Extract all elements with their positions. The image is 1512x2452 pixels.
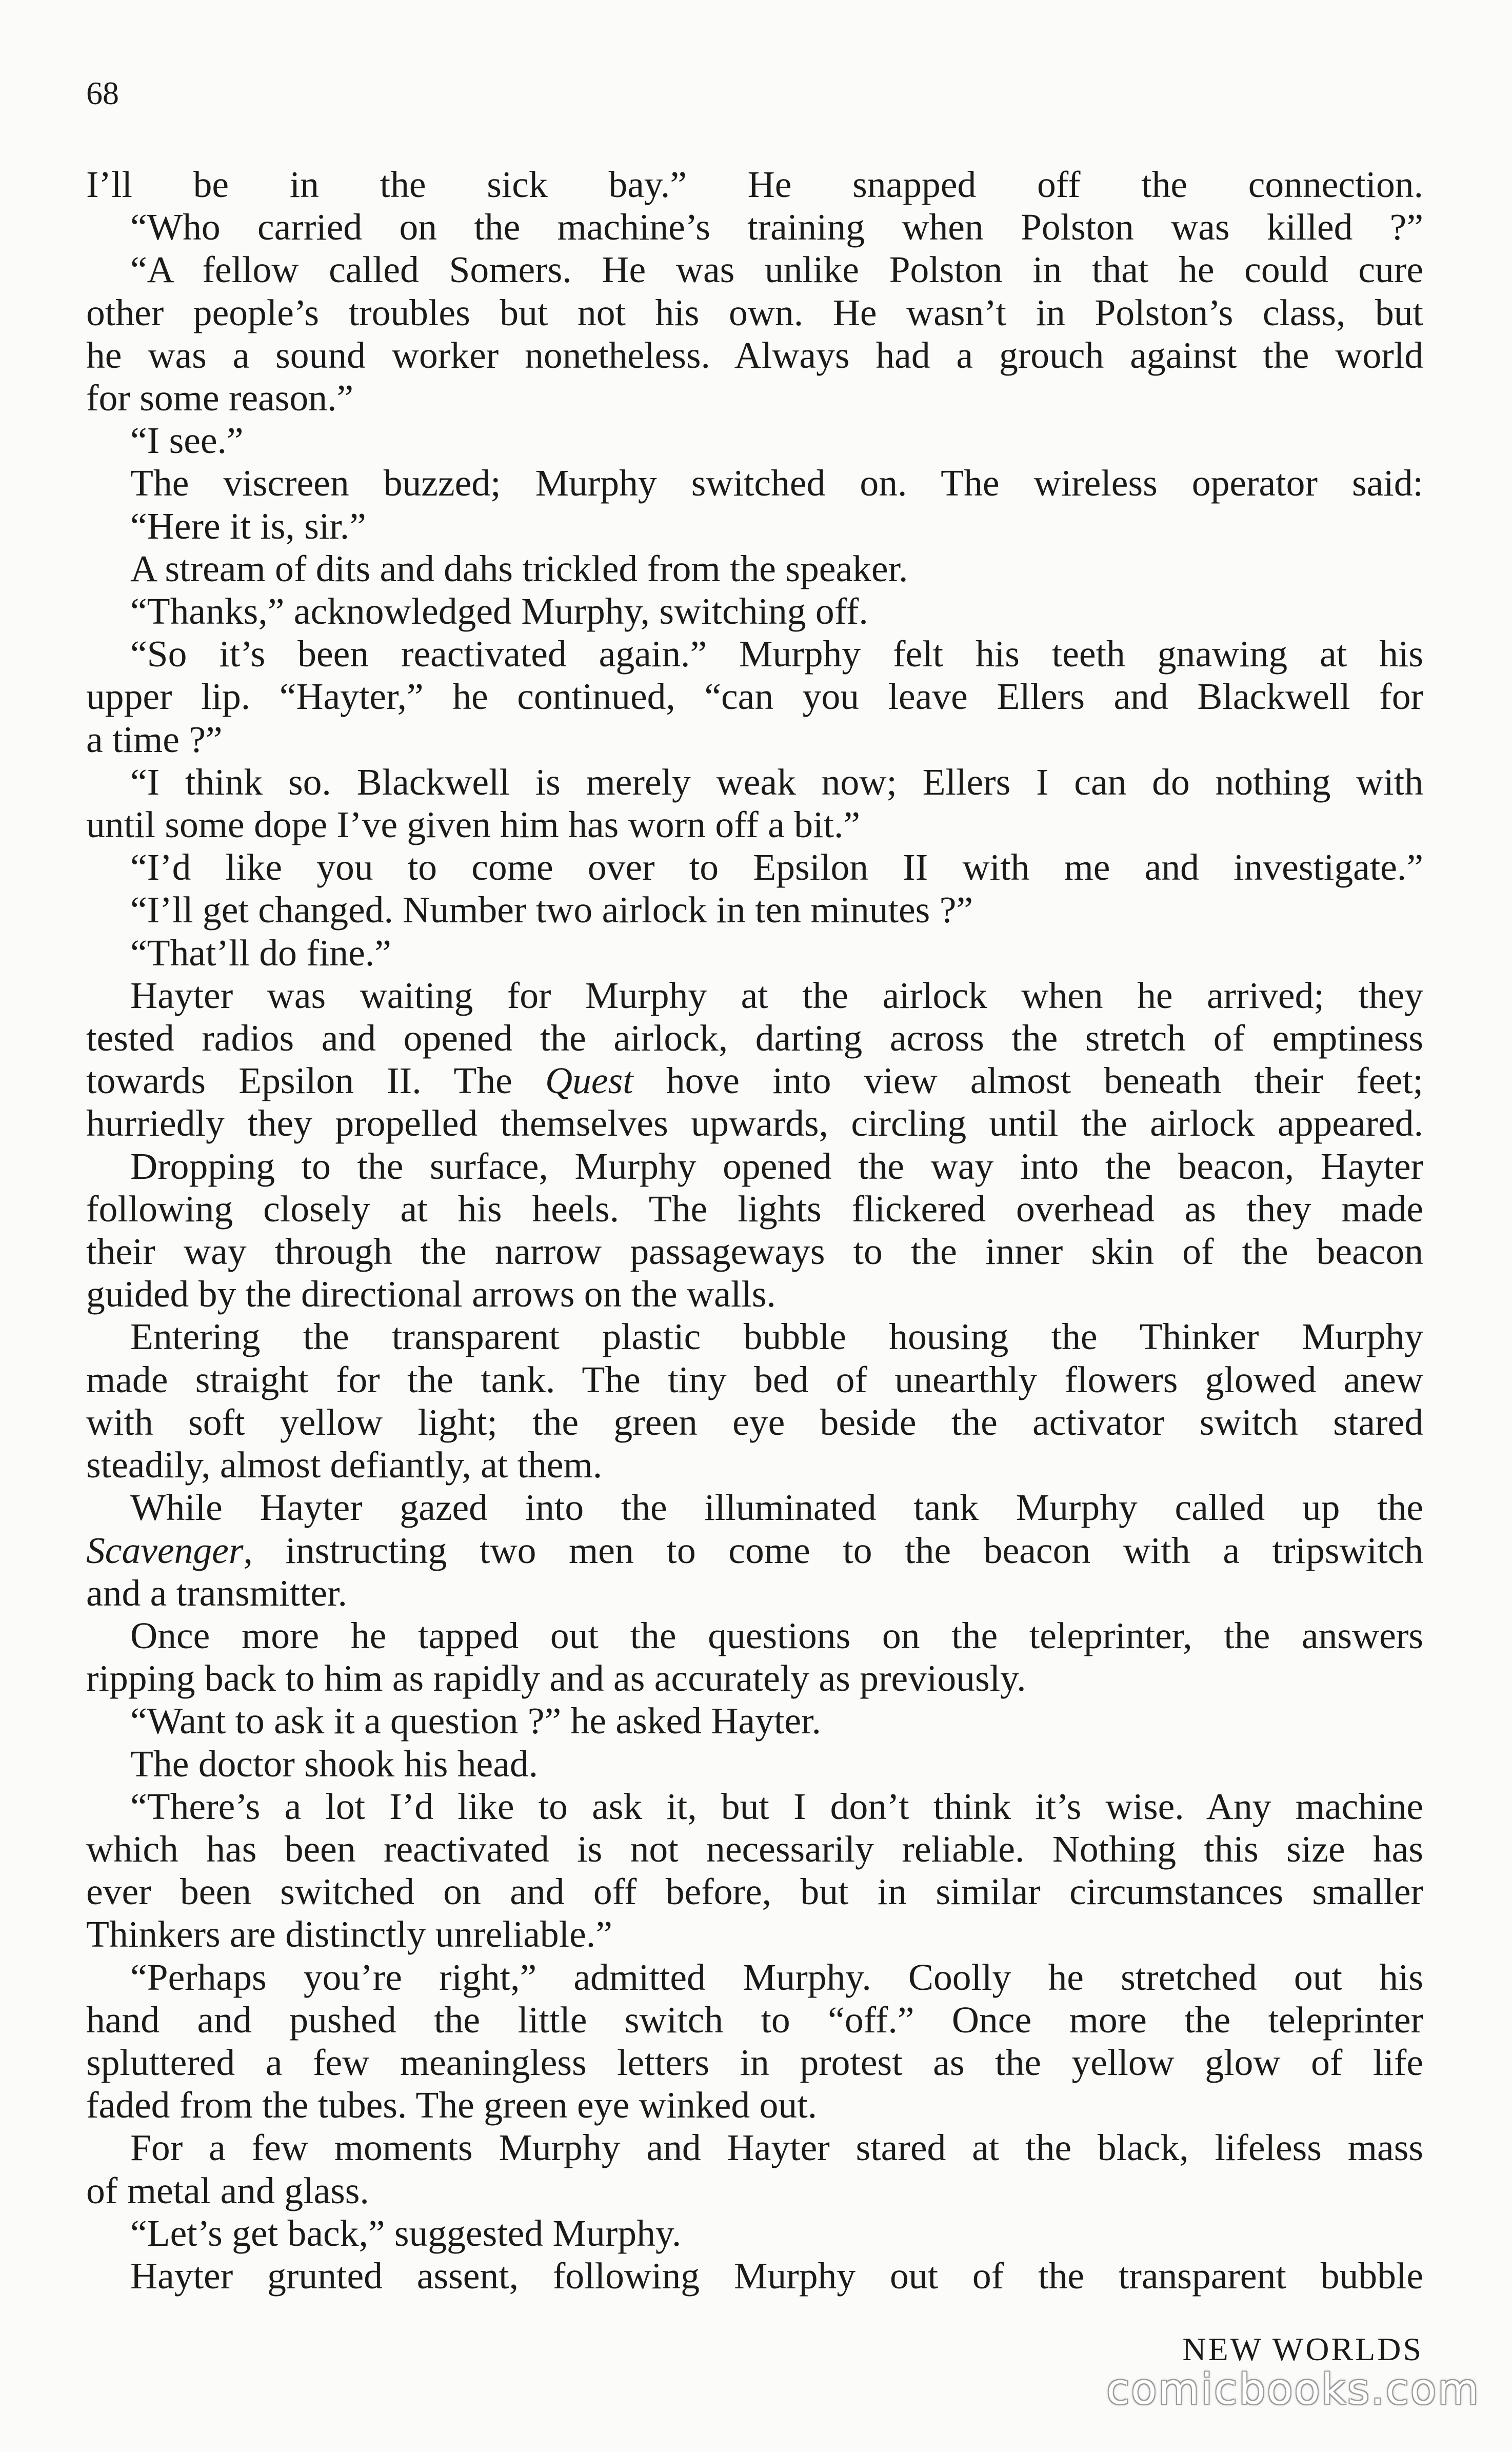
- text-line: “I’ll get changed. Number two airlock in ten minutes ?”: [130, 888, 973, 931]
- text-line: “Let’s get back,” suggested Murphy.: [130, 2211, 682, 2254]
- text-line: a time ?”: [86, 718, 223, 760]
- text-line: hurriedly they propelled themselves upwards, circling until the airlock appeared.: [86, 1102, 1423, 1144]
- text-line: “There’s a lot I’d like to ask it, but I don’t think it’s wise. Any machine: [130, 1785, 1423, 1827]
- text-line: Entering the transparent plastic bubble housing the Thinker Murphy: [130, 1315, 1423, 1358]
- text-line: The doctor shook his head.: [130, 1742, 539, 1785]
- text-line: and a transmitter.: [86, 1571, 347, 1614]
- text-line: ripping back to him as rapidly and as accurately as previously.: [86, 1657, 1026, 1699]
- text-line: Thinkers are distinctly unreliable.”: [86, 1913, 612, 1955]
- page-number: 68: [86, 75, 119, 111]
- text-line: “Thanks,” acknowledged Murphy, switching off.: [130, 590, 868, 632]
- ship-name-scavenger: Scavenger: [86, 1529, 244, 1571]
- text-line: “A fellow called Somers. He was unlike Polston in that he could cure: [130, 248, 1423, 291]
- text-line: “I’d like you to come over to Epsilon II with me and investigate.”: [130, 846, 1423, 888]
- text-line: spluttered a few meaningless letters in protest as the yellow glow of life: [86, 2041, 1423, 2083]
- text-line: “Want to ask it a question ?” he asked Hayter.: [130, 1699, 821, 1742]
- magazine-title-footer: NEW WORLDS: [1182, 2331, 1423, 2367]
- text-line: “Who carried on the machine’s training when Polston was killed ?”: [130, 206, 1423, 248]
- text-line: “So it’s been reactivated again.” Murphy felt his teeth gnawing at his: [130, 632, 1423, 675]
- text-line: I’ll be in the sick bay.” He snapped off the connection.: [86, 163, 1423, 205]
- text-line: hand and pushed the little switch to “off.” Once more the teleprinter: [86, 1998, 1423, 2041]
- text-line: upper lip. “Hayter,” he continued, “can you leave Ellers and Blackwell for: [86, 675, 1423, 718]
- watermark-logo: comicbooks.com: [1106, 2365, 1480, 2414]
- text-line: made straight for the tank. The tiny bed of unearthly flowers glowed anew: [86, 1358, 1423, 1400]
- ship-name-quest: Quest: [545, 1059, 633, 1102]
- text-line: “Here it is, sir.”: [130, 504, 366, 547]
- text-line: Scavenger, instructing two men to come to the beacon with a tripswitch: [86, 1529, 1423, 1571]
- text-line: other people’s troubles but not his own. He wasn’t in Polston’s class, but: [86, 291, 1423, 333]
- text-line: which has been reactivated is not necessarily reliable. Nothing this size has: [86, 1827, 1423, 1870]
- text-line: “Perhaps you’re right,” admitted Murphy. Coolly he stretched out his: [130, 1955, 1423, 1998]
- text-line: of metal and glass.: [86, 2169, 369, 2211]
- text-line: “I see.”: [130, 419, 244, 462]
- text-line: faded from the tubes. The green eye winked out.: [86, 2084, 818, 2126]
- text-line: Hayter grunted assent, following Murphy out of the transparent bubble: [130, 2254, 1423, 2297]
- text-line: Once more he tapped out the questions on the teleprinter, the answers: [130, 1614, 1423, 1656]
- text-line: for some reason.”: [86, 377, 354, 419]
- text-line: guided by the directional arrows on the walls.: [86, 1273, 776, 1315]
- text-line: with soft yellow light; the green eye beside the activator switch stared: [86, 1400, 1423, 1443]
- text-line: steadily, almost defiantly, at them.: [86, 1443, 603, 1486]
- text-line: until some dope I’ve given him has worn off a bit.”: [86, 803, 861, 846]
- text-line: tested radios and opened the airlock, darting across the stretch of emptiness: [86, 1017, 1423, 1059]
- text-line: “I think so. Blackwell is merely weak now; Ellers I can do nothing with: [130, 760, 1423, 803]
- text-line: For a few moments Murphy and Hayter stared at the black, lifeless mass: [130, 2126, 1423, 2169]
- text-line: their way through the narrow passageways to the inner skin of the beacon: [86, 1230, 1423, 1273]
- text-line: The viscreen buzzed; Murphy switched on. The wireless operator said:: [130, 462, 1423, 504]
- text-line: While Hayter gazed into the illuminated tank Murphy called up the: [130, 1486, 1423, 1529]
- text-line: A stream of dits and dahs trickled from the speaker.: [130, 547, 908, 589]
- text-line: “That’ll do fine.”: [130, 931, 391, 974]
- text-line: following closely at his heels. The lights flickered overhead as they made: [86, 1187, 1423, 1230]
- text-line: towards Epsilon II. The Quest hove into view almost beneath their feet;: [86, 1059, 1423, 1102]
- text-line: Hayter was waiting for Murphy at the airlock when he arrived; they: [130, 974, 1423, 1016]
- text-line: Dropping to the surface, Murphy opened the way into the beacon, Hayter: [130, 1144, 1423, 1187]
- text-line: he was a sound worker nonetheless. Always had a grouch against the world: [86, 333, 1423, 376]
- text-line: ever been switched on and off before, but in similar circumstances smaller: [86, 1870, 1423, 1913]
- story-text: [86, 163, 1423, 2297]
